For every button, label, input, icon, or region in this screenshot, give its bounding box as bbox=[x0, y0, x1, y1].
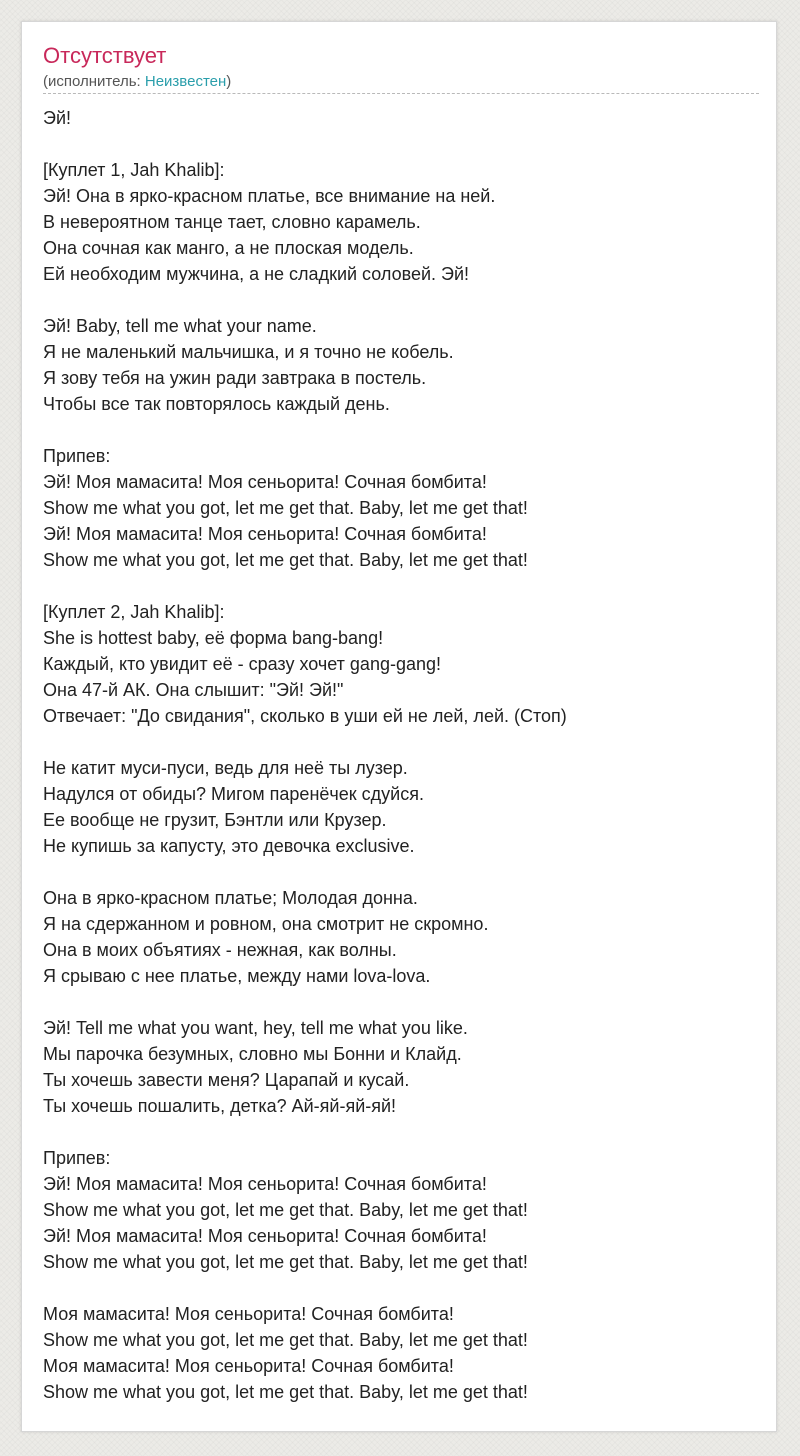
lyric-line: Эй! Моя мамасита! Моя сеньорита! Сочная бомбита! bbox=[43, 524, 487, 544]
lyric-line: Моя мамасита! Моя сеньорита! Сочная бомбита! bbox=[43, 1304, 454, 1324]
lyric-line: Ей необходим мужчина, а не сладкий соловей. Эй! bbox=[43, 264, 470, 284]
lyric-line: Эй! Моя мамасита! Моя сеньорита! Сочная бомбита! bbox=[43, 472, 487, 492]
lyric-line bbox=[43, 1275, 763, 1301]
lyric-line: [Куплет 2, Jah Khalib]: bbox=[43, 602, 225, 622]
lyric-line: В невероятном танце тает, словно карамель. bbox=[43, 212, 421, 232]
lyric-line: Она в ярко-красном платье; Молодая донна. bbox=[43, 888, 418, 908]
lyric-line: Show me what you got, let me get that. Baby, let me get that! bbox=[43, 498, 528, 518]
lyric-line: Show me what you got, let me get that. Baby, let me get that! bbox=[43, 1330, 528, 1350]
lyrics-body bbox=[43, 105, 763, 1405]
lyric-line: Эй! bbox=[43, 108, 71, 128]
lyric-line: Эй! Моя мамасита! Моя сеньорита! Сочная бомбита! bbox=[43, 1226, 487, 1246]
lyric-line: Эй! Tell me what you want, hey, tell me what you like. bbox=[43, 1018, 468, 1038]
artist-line bbox=[43, 72, 231, 92]
lyric-line: Я зову тебя на ужин ради завтрака в постель. bbox=[43, 368, 427, 388]
artist-suffix: ) bbox=[226, 73, 232, 90]
lyric-line: Она сочная как манго, а не плоская модель. bbox=[43, 238, 414, 258]
lyric-line bbox=[43, 131, 763, 157]
lyric-line: Не катит муси-пуси, ведь для неё ты лузер. bbox=[43, 758, 408, 778]
artist-link[interactable]: Неизвестен bbox=[144, 73, 227, 90]
lyric-line: Я срываю с нее платье, между нами lova-lova. bbox=[43, 966, 431, 986]
lyric-line: Надулся от обиды? Мигом паренёчек сдуйся. bbox=[43, 784, 424, 804]
lyric-line bbox=[43, 859, 763, 885]
lyric-line: Чтобы все так повторялось каждый день. bbox=[43, 394, 390, 414]
lyric-line: Она в моих объятиях - нежная, как волны. bbox=[43, 940, 397, 960]
lyric-line: She is hottest baby, её форма bang-bang! bbox=[43, 628, 384, 648]
lyric-line bbox=[43, 989, 763, 1015]
lyrics-card bbox=[21, 21, 777, 1432]
lyric-line: Она 47-й АК. Она слышит: "Эй! Эй!" bbox=[43, 680, 344, 700]
lyric-line bbox=[43, 1119, 763, 1145]
lyric-line: Отвечает: "До свидания", сколько в уши ей не лей, лей. (Стоп) bbox=[43, 706, 567, 726]
lyric-line bbox=[43, 729, 763, 755]
lyric-line: Ты хочешь пошалить, детка? Ай-яй-яй-яй! bbox=[43, 1096, 397, 1116]
lyric-line: Эй! Она в ярко-красном платье, все внимание на ней. bbox=[43, 186, 496, 206]
lyric-line: Ты хочешь завести меня? Царапай и кусай. bbox=[43, 1070, 410, 1090]
lyric-line: [Куплет 1, Jah Khalib]: bbox=[43, 160, 225, 180]
lyric-line: Show me what you got, let me get that. Baby, let me get that! bbox=[43, 1252, 528, 1272]
lyric-line: Я на сдержанном и ровном, она смотрит не скромно. bbox=[43, 914, 489, 934]
artist-prefix: (исполнитель: bbox=[43, 73, 145, 90]
lyric-line: Эй! Baby, tell me what your name. bbox=[43, 316, 317, 336]
lyric-line: Ее вообще не грузит, Бэнтли или Крузер. bbox=[43, 810, 387, 830]
lyric-line: Я не маленький мальчишка, и я точно не кобель. bbox=[43, 342, 454, 362]
title-divider bbox=[43, 93, 759, 94]
lyric-line: Эй! Моя мамасита! Моя сеньорита! Сочная бомбита! bbox=[43, 1174, 487, 1194]
lyric-line bbox=[43, 573, 763, 599]
song-title: Отсутствует bbox=[43, 43, 167, 68]
lyric-line: Моя мамасита! Моя сеньорита! Сочная бомбита! bbox=[43, 1356, 454, 1376]
lyric-line: Припев: bbox=[43, 1148, 111, 1168]
lyric-line bbox=[43, 417, 763, 443]
lyric-line: Каждый, кто увидит её - сразу хочет gang-gang! bbox=[43, 654, 442, 674]
lyric-line bbox=[43, 287, 763, 313]
lyric-line: Show me what you got, let me get that. Baby, let me get that! bbox=[43, 1200, 528, 1220]
lyric-line: Show me what you got, let me get that. Baby, let me get that! bbox=[43, 550, 528, 570]
lyric-line: Мы парочка безумных, словно мы Бонни и Клайд. bbox=[43, 1044, 462, 1064]
lyric-line: Show me what you got, let me get that. Baby, let me get that! bbox=[43, 1382, 528, 1402]
lyric-line: Не купишь за капусту, это девочка exclusive. bbox=[43, 836, 415, 856]
lyric-line: Припев: bbox=[43, 446, 111, 466]
